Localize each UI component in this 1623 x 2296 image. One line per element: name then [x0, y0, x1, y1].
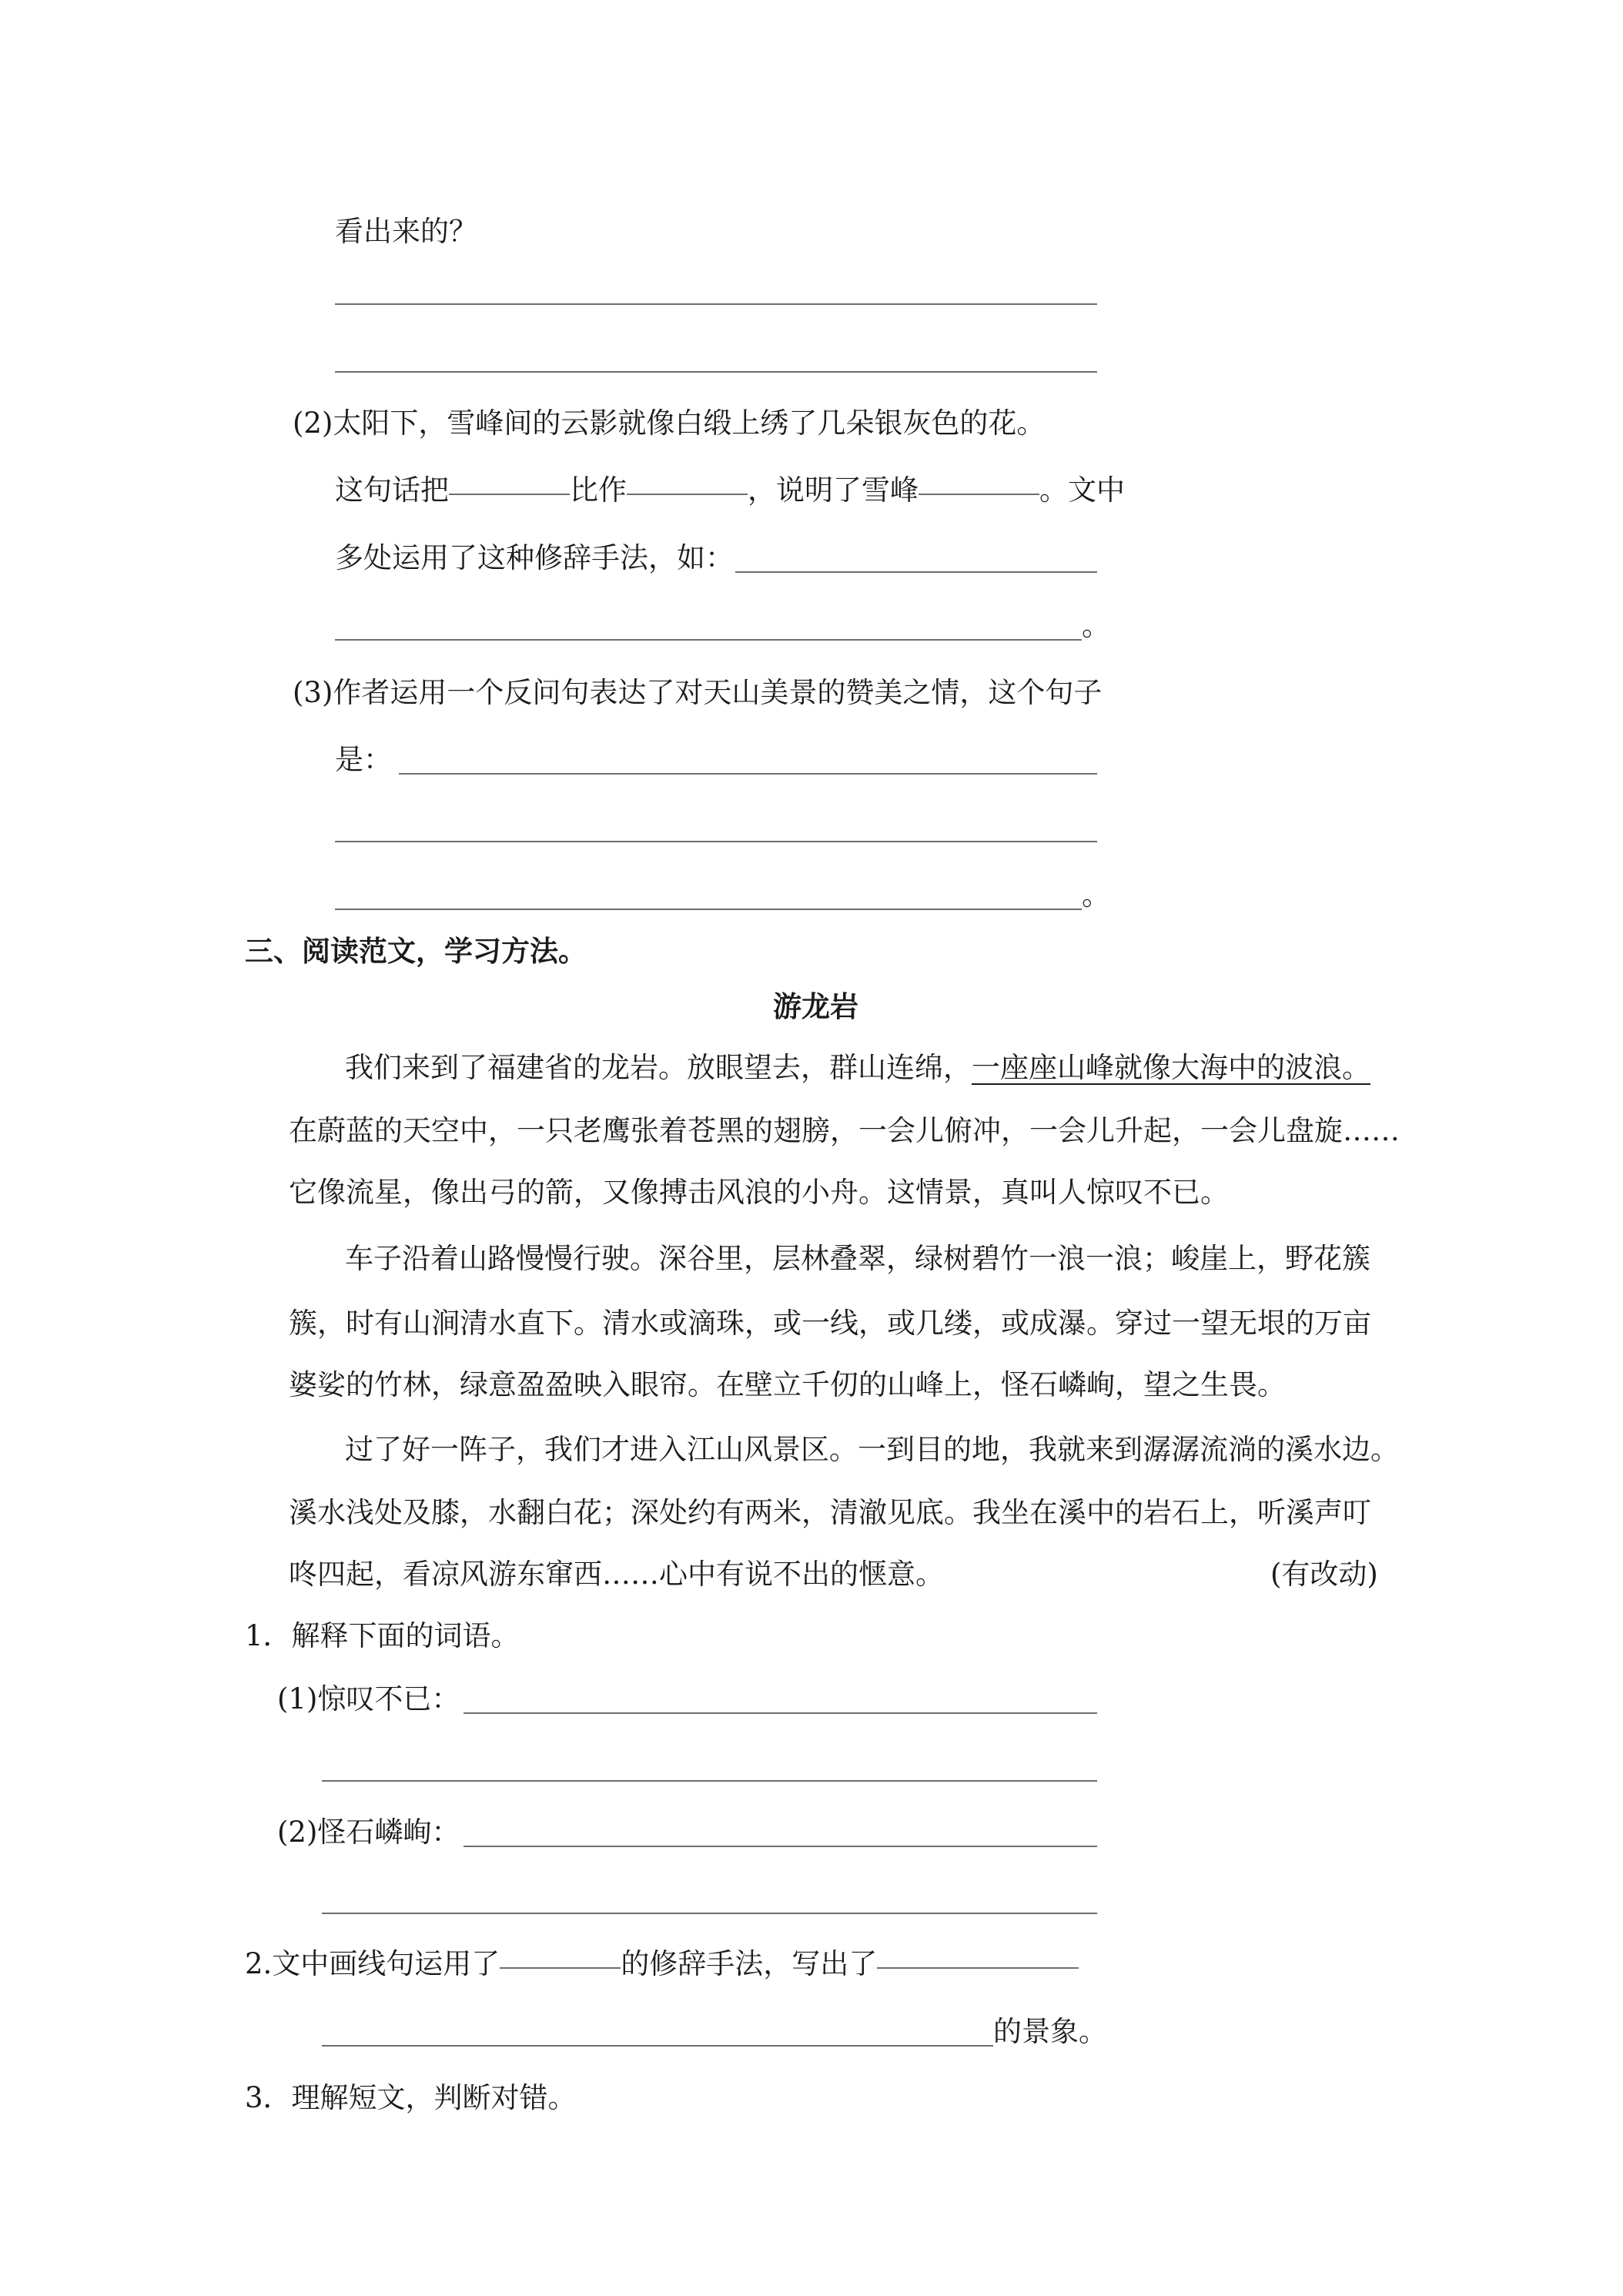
period: 。 — [1082, 609, 1110, 642]
passage-line: 在蔚蓝的天空中，一只老鹰张着苍黑的翅膀，一会儿俯冲，一会儿升起，一会儿盘旋…… — [289, 1114, 1400, 1147]
question-1: 1．解释下面的词语。 — [245, 1619, 520, 1652]
answer-line[interactable] — [335, 303, 1097, 305]
source-note: (有改动) — [1270, 1558, 1378, 1591]
question-text: 太阳下，雪峰间的云影就像白缎上绣了几朵银灰色的花。 — [333, 407, 1046, 440]
answer-blank[interactable] — [449, 494, 570, 495]
answer-line[interactable] — [335, 639, 1082, 641]
question-2-2 — [293, 404, 1045, 443]
question-number: (2) — [293, 407, 333, 440]
question-text: 看出来的？ — [335, 215, 477, 248]
answer-line[interactable] — [463, 1846, 1097, 1847]
answer-line[interactable] — [322, 1913, 1097, 1914]
passage-line: 我们来到了福建省的龙岩。放眼望去，群山连绵，一座座山峰就像大海中的波浪。 — [345, 1051, 1370, 1084]
question-text: 作者运用一个反问句表达了对天山美景的赞美之情，这个句子 — [333, 676, 1103, 709]
passage-line: 过了好一阵子，我们才进入江山风景区。一到目的地，我就来到潺潺流淌的溪水边。 — [345, 1433, 1399, 1466]
answer-line[interactable] — [335, 909, 1082, 910]
question-text: 的景象。 — [993, 2015, 1107, 2048]
passage-line: 它像流星，像出弓的箭，又像搏击风浪的小舟。这情景，真叫人惊叹不已。 — [289, 1176, 1229, 1209]
answer-line[interactable] — [335, 371, 1097, 373]
answer-line[interactable] — [335, 841, 1097, 842]
answer-blank[interactable] — [500, 1967, 621, 1969]
period: 。 — [1082, 879, 1110, 912]
answer-line[interactable] — [322, 2045, 993, 2047]
passage-line: 车子沿着山路慢慢行驶。深谷里，层林叠翠，绿树碧竹一浪一浪；峻崖上，野花簇 — [345, 1242, 1370, 1275]
fill-in-line: 这句话把 比作 ，说明了雪峰 。文中 — [335, 474, 1125, 507]
question-text: 多处运用了这种修辞手法，如： — [335, 541, 734, 574]
answer-blank[interactable] — [877, 1967, 1079, 1969]
question-1-2: (2)怪石嶙峋： — [277, 1816, 460, 1849]
question-2-3 — [293, 674, 1102, 712]
answer-line[interactable] — [399, 773, 1097, 775]
underlined-sentence: 一座座山峰就像大海中的波浪。 — [972, 1051, 1370, 1084]
question-text: 是： — [335, 743, 392, 776]
answer-blank[interactable] — [919, 494, 1039, 495]
passage-title: 游龙岩 — [773, 989, 858, 1023]
answer-blank[interactable] — [627, 494, 748, 495]
question-1-1: (1)惊叹不已： — [277, 1682, 460, 1715]
answer-line[interactable] — [735, 571, 1097, 573]
section-heading: 三、阅读范文，学习方法。 — [245, 934, 587, 968]
passage-line: 溪水浅处及膝，水翻白花；深处约有两米，清澈见底。我坐在溪中的岩石上，听溪声叮 — [289, 1496, 1371, 1529]
answer-line[interactable] — [322, 1780, 1097, 1782]
question-3: 3．理解短文，判断对错。 — [245, 2081, 577, 2114]
question-2: 2.文中画线句运用了 的修辞手法，写出了 — [245, 1945, 1079, 1983]
question-number: (3) — [293, 676, 333, 709]
passage-line: 咚四起，看凉风游东窜西……心中有说不出的惬意。 — [289, 1558, 944, 1591]
passage-line: 婆娑的竹林，绿意盈盈映入眼帘。在壁立千仞的山峰上，怪石嶙峋，望之生畏。 — [289, 1368, 1286, 1401]
passage-line: 簇，时有山涧清水直下。清水或滴珠，或一线，或几缕，或成瀑。穿过一望无垠的万亩 — [289, 1307, 1371, 1340]
answer-line[interactable] — [463, 1712, 1097, 1714]
